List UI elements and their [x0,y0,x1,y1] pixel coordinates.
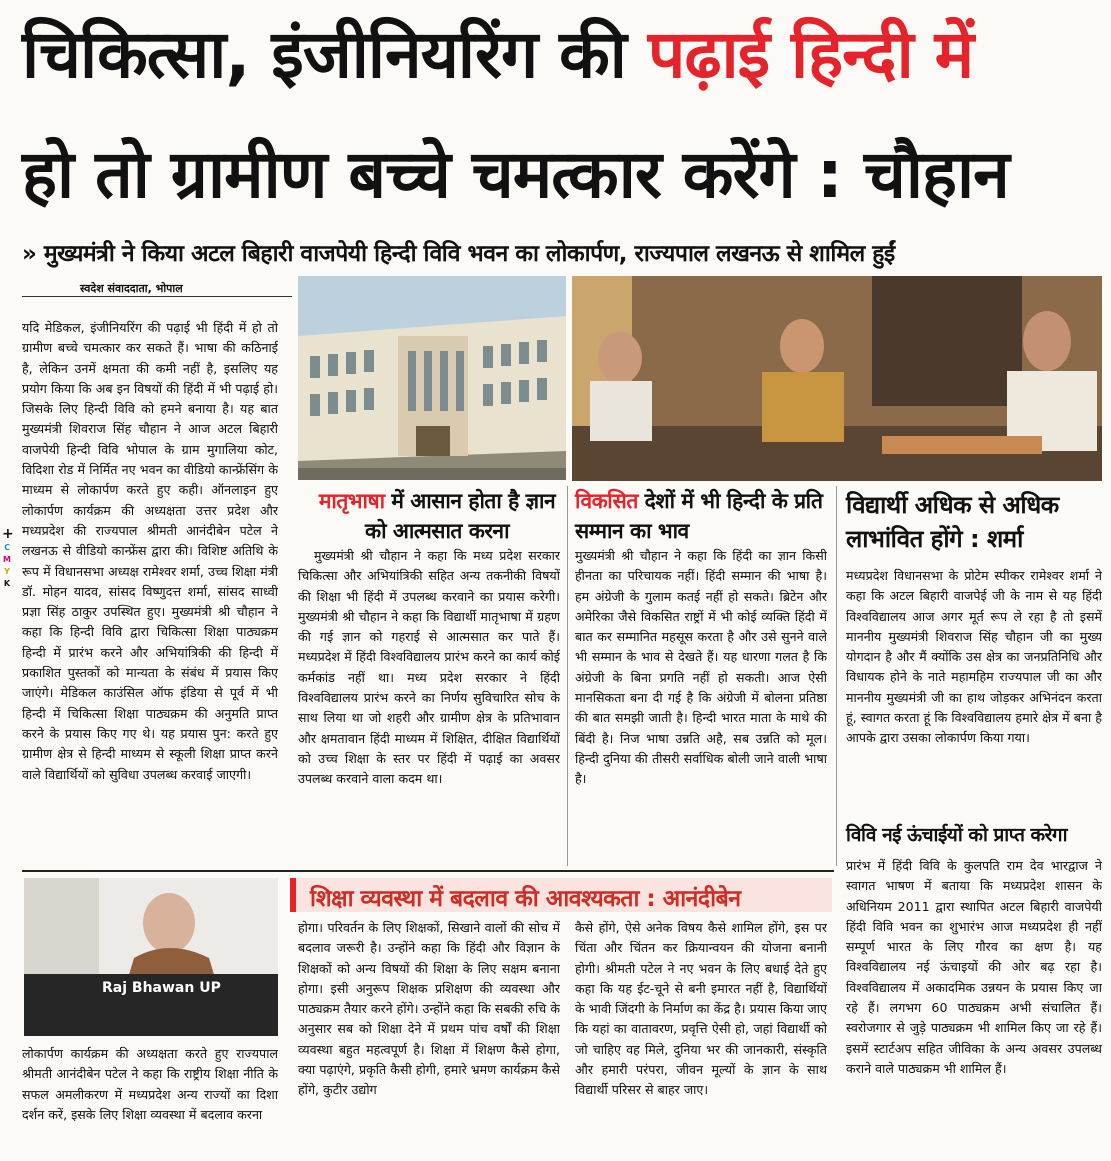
bottom-column-2: होगा। परिवर्तन के लिए शिक्षकों, सिखाने वालों की सोच में बदलाव जरूरी है। उन्होंने कहा कि हिंदी और विज्ञान के शिक्षकों को अन्य विषयों की शिक्षा के लिए सक्षम बनाना होगा। इसी अनुरूप शिक्षक प्रशिक्षण की व्यवस्था और पाठ्यक्रम तैयार करने होंगे। उन्होंने कहा कि सबकी रुचि के अनुसार सब को शिक्षा देने में प्रथम पांच वर्षों की शिक्षा व्यवस्था बहुत महत्वपूर्ण है। शिक्षा में शिक्षण कैसे होगा, क्या पढ़ाएंगे, प्रकृति कैसी होगी, हमारे भ्रमण कार्यक्रम कैसे होंगे, कुटीर उद्योग [298,920,560,1098]
subheading-new-heights: विवि नई ऊंचाईयों को प्राप्त करेगा [846,824,1067,846]
subheading-mother-tongue [312,486,562,546]
article-column-2: मुख्यमंत्री श्री चौहान ने कहा कि मध्य प्रदेश सरकार चिकित्सा और अभियांत्रिकी सहित अन्य तकनीकी विषयों की शिक्षा भी हिंदी में उपलब्ध करवाने का प्रयास करेगी। मुख्यमंत्री श्री चौहान ने कहा कि विद्यार्थी मातृभाषा में ग्रहण की गई ज्ञान को गहराई से आत्मसात कर पाते हैं। मध्यप्रदेश में हिंदी विश्वविद्यालय प्रारंभ करने का कार्य कोई कर्मकांड नहीं था। मध्य प्रदेश सरकार ने हिंदी विश्वविद्यालय प्रारंभ करने का निर्णय सुविचारित सोच के साथ लिया था जो शहरी और ग्रामीण क्षेत्र के प्रतिभावान और क्षमतावान हिंदी माध्यम में शिक्षित, दीक्षित विद्यार्थियों को उच्च शिक्षा के स्तर पर हिंदी में पढ़ाई का अवसर उपलब्ध करवाने वाला कदम था। [298,548,560,787]
subheading-red-word: मातृभाषा [318,489,385,513]
cmyk-m: M [3,555,11,564]
headline-line-2: हो तो ग्रामीण बच्चे चमत्कार करेंगे : चौहान [22,136,1009,213]
byline: स्वदेश संवाददाता, भोपाल [80,282,183,295]
governor-photo [24,878,278,1036]
subheading-developed-countries [575,486,825,546]
story-separator [22,870,834,872]
banner-headline [290,878,832,912]
cmyk-c: C [4,543,10,552]
deck-subheadline: » मुख्यमंत्री ने किया अटल बिहारी वाजपेयी हिन्दी विवि भवन का लोकार्पण, राज्यपाल लखनऊ से शामिल हुईं [22,241,895,267]
bottom-column-3: कैसे होंगे, ऐसे अनेक विषय कैसे शामिल होंगे, इस पर चिंता और चिंतन कर क्रियान्वयन की योजना बनानी होगी। श्रीमती पटेल ने नए भवन के लिए बधाई देते हुए कहा कि यह ईट-चूने से बनी इमारत नहीं है, विद्यार्थियों के भावी जिंदगी के निर्माण का केंद्र है। प्रयास किया जाए कि यहां का वातावरण, प्रवृत्ति ऐसी हो, जहां विद्यार्थी को जो चाहिए वह मिले, दुनिया भर की जानकारी, संस्कृति और हमारी परंपरा, जीवन मूल्यों के ज्ञान के साथ विद्यार्थी परिसर से बाहर जाए। [575,920,827,1098]
building-photo [298,276,566,480]
banner-text: शिक्षा व्यवस्था में बदलाव की आवश्यकता : आनंदीबेन [310,886,741,912]
byline-rule [22,296,292,297]
meeting-photo [572,276,1102,481]
headline-black-part: चिकित्सा, इंजीनियरिंग की [22,16,626,93]
cmyk-registration-mark [2,526,12,590]
subheading-rest: में आसान होता है ज्ञान को आत्मसात करना [364,489,556,543]
cmyk-k: K [3,579,11,588]
subheading-rest: देशों में भी हिन्दी के प्रति सम्मान का भाव [575,489,823,543]
subheading-red-word: विकसित [575,489,638,513]
column-divider [836,486,837,866]
headline-red-part: पढ़ाई हिन्दी में [647,16,974,93]
article-column-4a: मध्यप्रदेश विधानसभा के प्रोटेम स्पीकर रामेश्वर शर्मा ने कहा कि अटल बिहारी वाजपेई जी के नाम से यह हिंदी विश्वविद्यालय आज अगर मूर्त रूप ले रहा है तो इसमें माननीय मुख्यमंत्री शिवराज सिंह चौहान जी का मुख्य योगदान है और मैं क्योंकि उस क्षेत्र का जनप्रतिनिधि और विधायक होने के नाते महामहिम राज्यपाल जी का और माननीय मुख्यमंत्री जी का हाथ जोड़कर अभिनंदन करता हूं, स्वागत करता हूं कि विश्वविद्यालय हमारे क्षेत्र में बना है आपके द्वारा उसका लोकार्पण किया गया। [846,568,1102,746]
article-column-3: मुख्यमंत्री श्री चौहान ने कहा कि हिंदी का ज्ञान किसी हीनता का परिचायक नहीं। हिंदी सम्मान की भाषा है। हम अंग्रेजी के गुलाम कतई नहीं हो सकते। ब्रिटेन और अमेरिका जैसे विकसित राष्ट्रों में भी कोई व्यक्ति हिंदी में बात कर सम्मानित महसूस करता है और उसे सुनने वाले भी सम्मान के भाव से देखते हैं। यह धारणा गलत है कि अंग्रेजी के बिना प्रगति नहीं हो सकती। आज ऐसी मानसिकता बना दी गई है कि अंग्रेजी में बोलना प्रतिष्ठा की बात समझी जाती है। हिन्दी भारत माता के माथे की बिंदी है। निज भाषा उन्नति अहै, सब उन्नति को मूल। हिन्दी दुनिया की तीसरी सर्वाधिक बोली जाने वाली भाषा है। [575,548,827,787]
article-column-4b: प्रारंभ में हिंदी विवि के कुलपति राम देव भारद्वाज ने स्वागत भाषण में बताया कि मध्यप्रदेश शासन के अधिनियम 2011 द्वारा स्थापित अटल बिहारी वाजपेयी हिंदी विवि भवन का शुभारंभ आज मध्यप्रदेश ही नहीं सम्पूर्ण भारत के लिए गौरव का क्षण है। यह विश्वविद्यालय नई ऊंचाइयों की ओर बढ़ रहा है। विश्वविद्यालय में अकादमिक उन्नयन के प्रयास किए जा रहे हैं। लगभग 60 पाठ्यक्रम अभी संचालित हैं। स्वरोजगार से जुड़े पाठ्यक्रम भी शामिल किए जा रहे हैं। इसमें स्टार्टअप सहित जीविका के अन्य अवसर उपलब्ध कराने वाले पाठ्यक्रम भी शामिल हैं। [846,858,1102,1076]
headline-line-1 [22,16,974,93]
raj-bhawan-label: Raj Bhawan UP [102,980,221,996]
bottom-column-1: लोकार्पण कार्यक्रम की अध्यक्षता करते हुए राज्यपाल श्रीमती आनंदीबेन पटेल ने कहा कि राष्ट्रीय शिक्षा नीति के सफल अमलीकरण में मध्यप्रदेश अन्य राज्यों का दिशा दर्शन करें, इसके लिए शिक्षा व्यवस्था में बदलाव करना [22,1046,278,1122]
article-column-1: यदि मेडिकल, इंजीनियरिंग की पढ़ाई भी हिंदी में हो तो ग्रामीण बच्चे चमत्कार कर सकते हैं। भाषा की कठिनाई है, लेकिन उनमें क्षमता की कमी नहीं है, इसलिए यह प्रयोग किया कि अब इन विषयों की हिंदी में भी पढ़ाई हो। जिसके लिए हिन्दी विवि को हमने बनाया है। यह बात मुख्यमंत्री शिवराज सिंह चौहान ने आज अटल बिहारी वाजपेयी हिन्दी विवि भोपाल के ग्राम मुगालिया कोट, विदिशा रोड में निर्मित नए भवन का वीडियो कान्फ्रेंसिंग के माध्यम से लोकार्पण करते हुए कही। ऑनलाइन हुए लोकार्पण कार्यक्रम की अध्यक्षता उत्तर प्रदेश और मध्यप्रदेश की राज्यपाल श्रीमती आनंदीबेन पटेल ने लखनऊ से वीडियो कान्फ्रेंस द्वारा की। विशिष्ट अतिथि के रूप में विधानसभा अध्यक्ष रामेश्वर शर्मा, उच्च शिक्षा मंत्री डॉ. मोहन यादव, सांसद विष्णुदत्त शर्मा, सांसद साध्वी प्रज्ञा सिंह ठाकुर उपस्थित हुए। मुख्यमंत्री श्री चौहान ने कहा कि हिन्दी विवि द्वारा चिकित्सा शिक्षा पाठ्यक्रम हिन्दी में प्रारंभ करने और अभियांत्रिकी की हिन्दी में प्रकाशित पुस्तकों को मान्यता के संबंध में प्रयास किए जाएंगे। मेडिकल काउंसिल ऑफ इंडिया से पूर्व में भी हिन्दी में चिकित्सा शिक्षा पाठ्यक्रम की अनुमति प्राप्त करने के प्रयास किए गए थे। यह प्रयास पुन: करते हुए ग्रामीण क्षेत्र से हिन्दी माध्यम से स्कूली शिक्षा प्राप्त करने वाले विद्यार्थियों को सुविधा उपलब्ध करवाई जाएगी। [22,320,278,782]
subheading-sharma: विद्यार्थी अधिक से अधिक लाभांवित होंगे : शर्मा [846,491,1059,553]
column-divider [567,486,568,866]
crosshair-icon: + [2,526,14,542]
cmyk-y: Y [4,567,10,576]
